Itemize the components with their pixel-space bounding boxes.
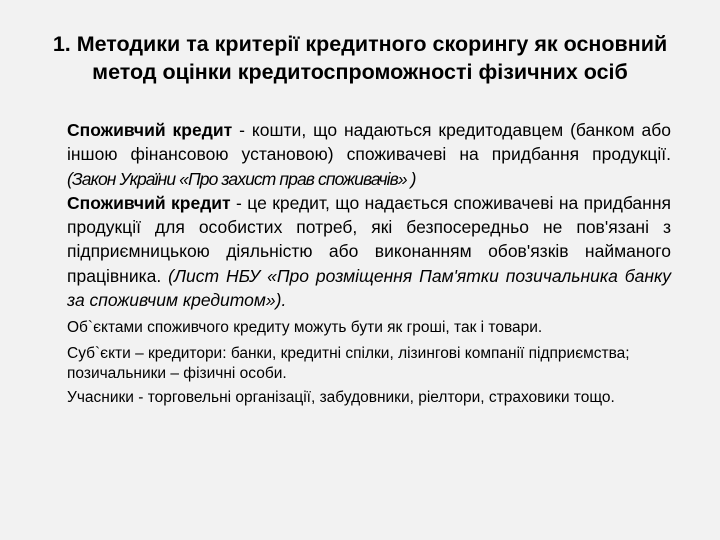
paragraph-participants: Учасники - торговельні організації, забудовники, ріелтори, страховики тощо. [67, 389, 615, 407]
term-consumer-credit: Споживчий кредит [67, 120, 233, 140]
source-citation: (Лист НБУ «Про розміщення Пам'ятки позичальника банку за споживчим кредитом»). [67, 265, 671, 311]
paragraph-consumer-credit-nbu [67, 191, 671, 312]
term-consumer-credit: Споживчий кредит [67, 192, 231, 213]
paragraph-subjects: Суб`єкти – кредитори: банки, кредитні спілки, лізингові компанії підприємства; позичальники – фізичні особи. [67, 345, 630, 383]
definition-text: - кошти, що надаються кредитодавцем (банком або іншою фінансовою установою) споживачеві на придбання продукції. [67, 120, 671, 165]
definition-text: - це кредит, що надається споживачеві на придбання продукції для особистих потреб, які безпосередньо не пов'язані з підприємницькою діяльністю або виконанням обов'язків найманого працівника. [67, 192, 671, 286]
paragraph-consumer-credit-law [67, 118, 671, 191]
source-citation: (Закон України «Про захист прав споживачів» ) [67, 168, 416, 189]
paragraph-objects: Об`єктами споживчого кредиту можуть бути як гроші, так і товари. [67, 319, 543, 337]
slide-body [67, 118, 671, 408]
slide-title: 1. Методики та критерії кредитного скорингу як основний метод оцінки кредитоспроможності фізичних осіб [52, 32, 668, 84]
